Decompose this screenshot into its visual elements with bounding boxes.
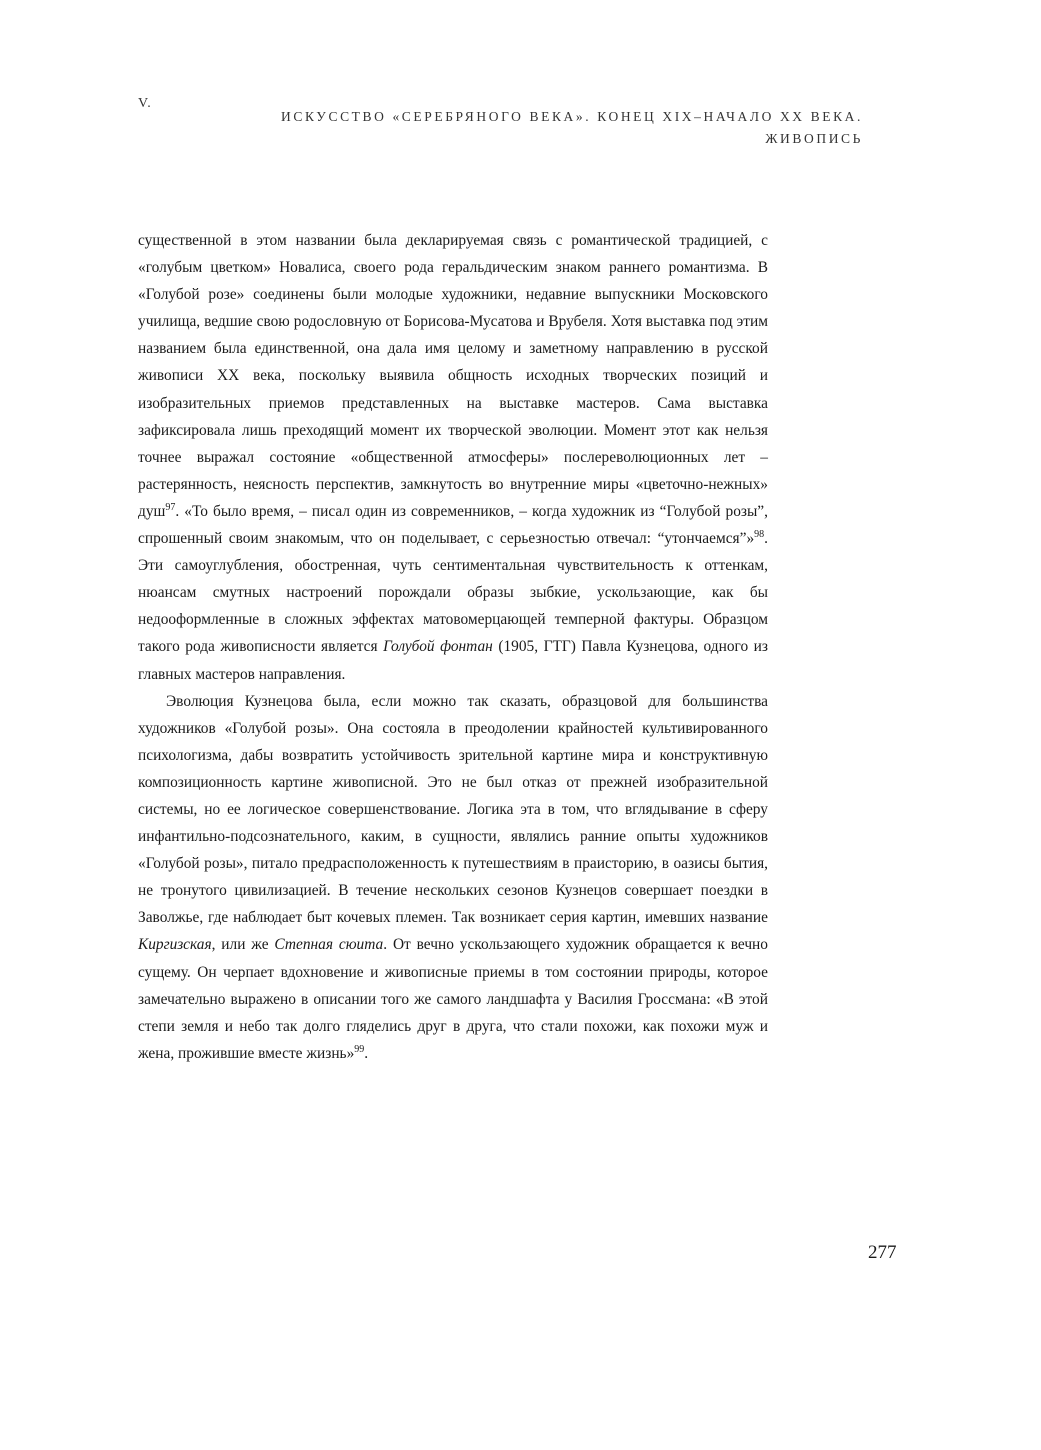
footnote-ref: 99: [354, 1043, 365, 1055]
text-run: Эволюция Кузнецова была, если можно так сказать, образцовой для большинства художников «Голубой розы». Она состояла в преодолении крайностей культивированного психологизма, дабы возвратить устойчивость зрительной картине мира и конструктивную композиционность картине живописной. Это не был отказ от прежней изобразительной системы, но ее логическое совершенствование. Логика эта в том, что вглядывание в сферу инфантильно-подсознательного, каким, в сущности, являлись ранние опыты художников «Голубой розы», питало предрасположенность к путешествиям в праисторию, в оазисы бытия, не тронутого цивилизацией. В течение нескольких сезонов Кузнецов совершает поездки в Заволжье, где наблюдает быт кочевых племен. Так возникает серия картин, имевших название: [138, 692, 768, 927]
text-run: (1905, ГТГ) Павла Кузнецова, одного из главных мастеров направления.: [138, 638, 768, 683]
text-run: , или же: [211, 936, 275, 954]
paragraph: [138, 227, 768, 688]
text-run: . От вечно ускользающего художник обращается к вечно сущему. Он черпает вдохновение и живописные приемы в том состоянии природы, которое замечательно выражено в описании того же самого ландшафта у Василия Гроссмана: «В этой степи земля и небо так долго гляделись друг в друга, что стали похожи, как похожи муж и жена, прожившие вместе жизнь»: [138, 936, 768, 1062]
text-run: . Эти самоуглубления, обостренная, чуть сентиментальная чувствительность к оттенкам, нюансам смутных настроений порождали образы зыбкие, ускользающие, как бы недооформленные в сложных эффектах матовомерцающей темперной фактуры. Образцом такого рода живописности является: [138, 530, 768, 656]
artwork-title: Голубой фонтан: [383, 638, 493, 656]
body-text: [138, 227, 768, 1067]
page-number: 277: [868, 1242, 897, 1263]
paragraph: [138, 688, 768, 1067]
running-head-title: ИСКУССТВО «СЕРЕБРЯНОГО ВЕКА». КОНЕЦ XIX–НАЧАЛО XX ВЕКА. ЖИВОПИСЬ: [281, 109, 863, 146]
artwork-title: Степная сюита: [274, 936, 384, 954]
footnote-ref: 98: [754, 528, 765, 540]
text-run: существенной в этом названии была декларируемая связь с романтической традицией, с «голубым цветком» Новалиса, своего рода геральдическим знаком раннего романтизма. В «Голубой розе» соединены были молодые художники, недавние выпускники Московского училища, ведшие свою родословную от Борисова-Мусатова и Врубеля. Хотя выставка под этим названием была единственной, она дала имя целому и заметному направлению в русской живописи XX века, поскольку выявила общность исходных творческих позиций и изобразительных приемов представленных на выставке мастеров. Сама выставка зафиксировала лишь преходящий момент их творческой эволюции. Момент этот как нельзя точнее выражал состояние «общественной атмосферы» послереволюционных лет – растерянность, неясность перспектив, замкнутость во внутренние миры «цветочно-нежных» душ: [138, 232, 768, 520]
footnote-ref: 97: [165, 501, 176, 513]
text-run: .: [364, 1044, 369, 1062]
artwork-title: Киргизская: [138, 936, 212, 954]
section-number: V.: [138, 96, 152, 111]
text-run: . «То было время, – писал один из современников, – когда художник из “Голубой розы”, спрошенный своим знакомым, что он поделывает, с серьезностью отвечал: “утончаемся”»: [138, 502, 768, 548]
